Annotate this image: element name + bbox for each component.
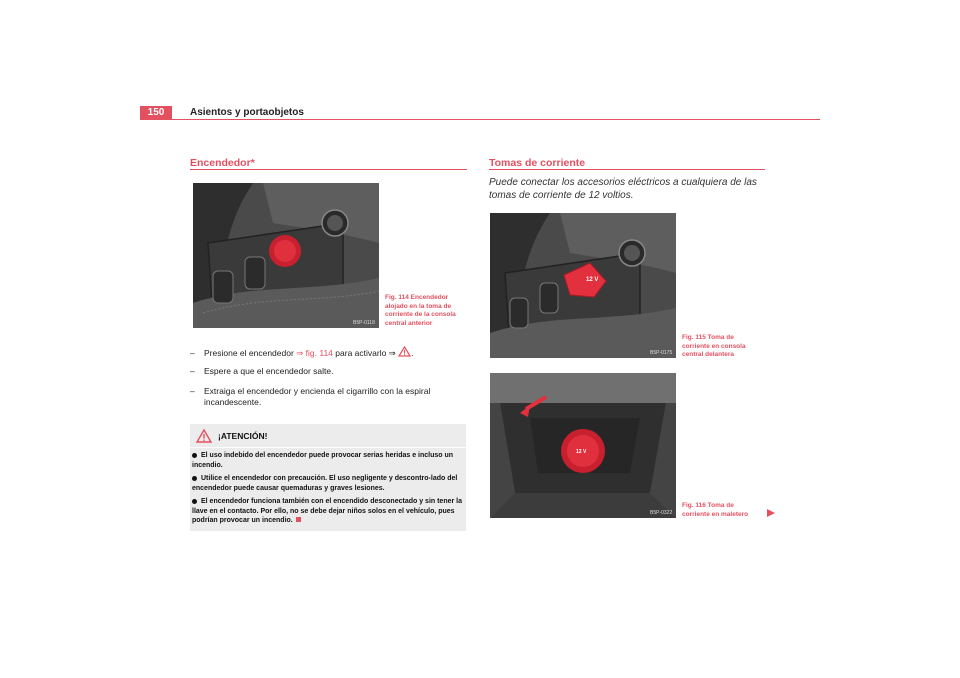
step-1: – Presione el encendedor ⇒ fig. 114 para activarlo ⇒ . bbox=[190, 348, 414, 358]
figure-code: B5P-0175 bbox=[650, 350, 673, 356]
warning-box bbox=[190, 424, 466, 531]
warning-triangle-icon[interactable] bbox=[398, 346, 411, 357]
step-text: Extraiga el encendedor y encienda el cigarrillo con la espiral incandescente. bbox=[204, 386, 431, 407]
section-title-tomas: Tomas de corriente bbox=[489, 157, 586, 169]
figure-114-caption: Fig. 114 Encendedor alojado en la toma de corriente de la consola central anterior bbox=[385, 294, 456, 327]
figure-115-caption: Fig. 115 Toma de corriente en consola central delantera bbox=[682, 334, 746, 358]
figure-114-photo bbox=[193, 183, 379, 328]
figure-code: B5P-0118 bbox=[353, 320, 375, 326]
step-3 bbox=[190, 386, 450, 408]
figure-116-photo bbox=[490, 373, 676, 518]
figure-115-photo bbox=[490, 213, 676, 358]
step-text: Espere a que el encendedor salte. bbox=[204, 366, 334, 376]
warning-divider bbox=[190, 447, 466, 448]
warning-item-text: El encendedor funciona también con el encendido desconectado y sin tener la llave en el contacto. Por ello, no se debe dejar niños solos en el vehículo, pues podrían provocar un incendio. bbox=[192, 498, 463, 524]
step-text: Presione el encendedor bbox=[204, 348, 297, 358]
next-page-arrow-icon[interactable] bbox=[766, 508, 776, 518]
warning-item-2 bbox=[192, 474, 462, 493]
section-title-encendedor: Encendedor* bbox=[190, 157, 255, 169]
section-intro: Puede conectar los accesorios eléctricos a cualquiera de las tomas de corriente de 12 voltios. bbox=[489, 177, 757, 201]
section-rule bbox=[489, 169, 765, 170]
step-dash: – bbox=[190, 366, 195, 376]
step-dash: – bbox=[190, 348, 195, 358]
figure-link-114[interactable]: fig. 114 bbox=[305, 348, 333, 358]
warning-item-text: Utilice el encendedor con precaución. El uso negligente y descontro-lado del encendedor puede causar quemaduras y graves lesiones. bbox=[192, 475, 458, 492]
step-2 bbox=[190, 366, 450, 377]
section-rule bbox=[190, 169, 467, 170]
warning-triangle-icon bbox=[196, 429, 212, 443]
socket-label: 12 V bbox=[576, 449, 587, 455]
warning-item-3 bbox=[192, 497, 462, 526]
running-title: Asientos y portaobjetos bbox=[190, 107, 304, 118]
socket-label: 12 V bbox=[586, 277, 599, 283]
section-end-icon bbox=[296, 517, 301, 522]
warning-title: ¡ATENCIÓN! bbox=[218, 431, 268, 441]
bullet-icon bbox=[192, 453, 197, 458]
header-rule bbox=[140, 119, 820, 120]
step-text-after: para activarlo ⇒ bbox=[332, 348, 396, 358]
warning-item-text: El uso indebido del encendedor puede provocar serias heridas e incluso un incendio. bbox=[192, 452, 454, 469]
bullet-icon bbox=[192, 499, 197, 504]
page-number: 150 bbox=[140, 106, 172, 120]
step-dash: – bbox=[190, 386, 195, 396]
bullet-icon bbox=[192, 476, 197, 481]
figure-116-caption: Fig. 116 Toma de corriente en maletero bbox=[682, 502, 749, 518]
figure-code: B5P-0322 bbox=[650, 510, 673, 516]
arrow-ref: ⇒ bbox=[296, 348, 304, 358]
warning-item-1 bbox=[192, 451, 462, 470]
